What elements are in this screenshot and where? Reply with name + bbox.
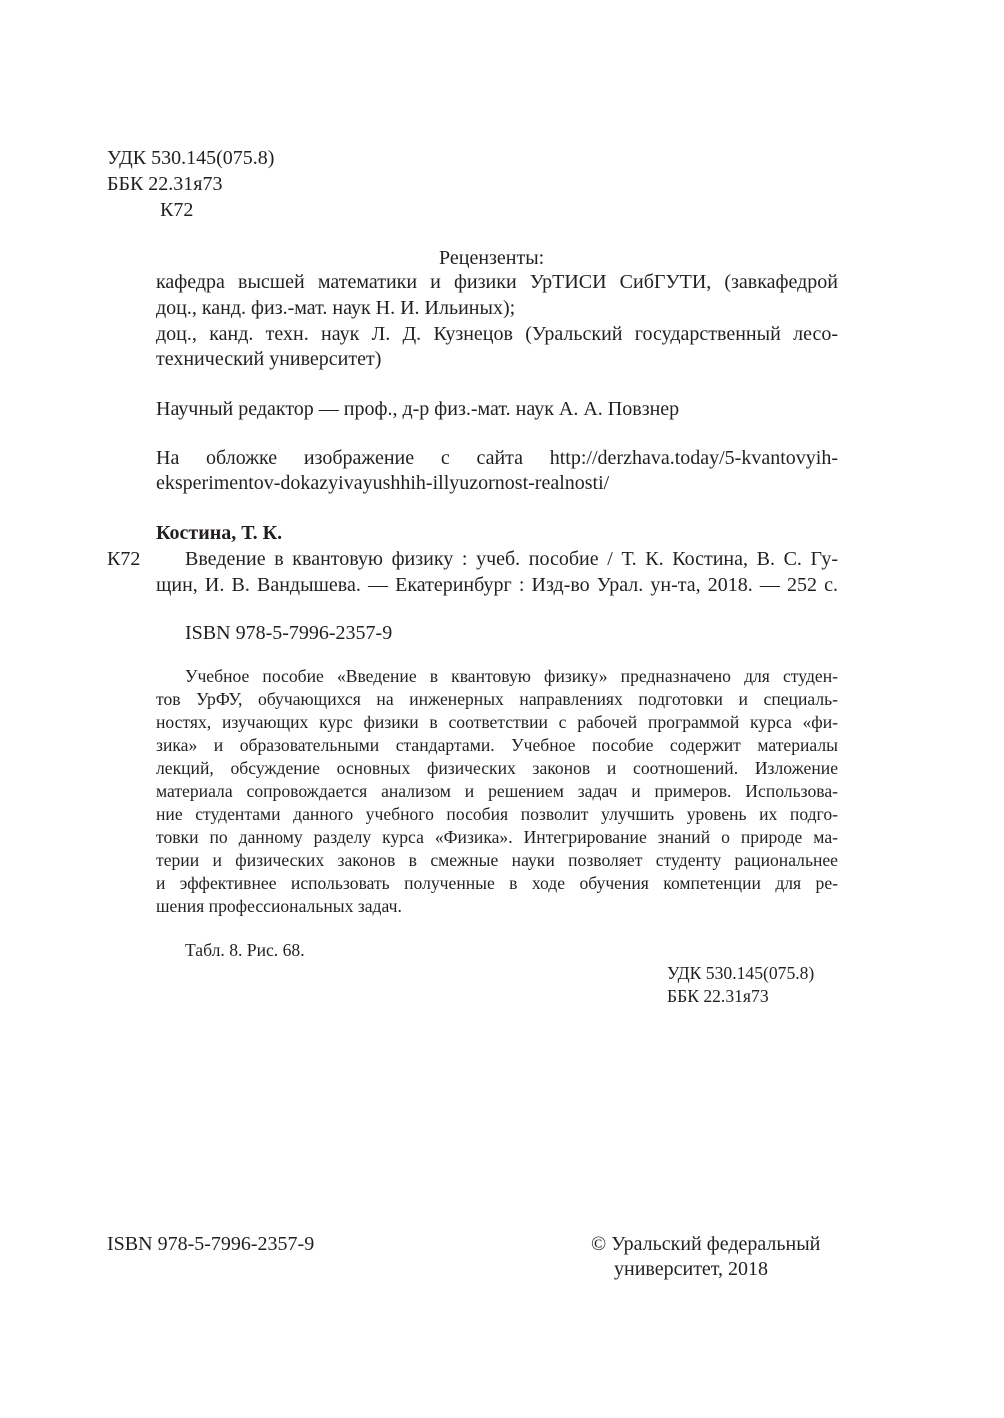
cover-note-line: eksperimentov-dokazyivayushhih-illyuzornost-realnosti/ <box>156 472 610 494</box>
author-sign-code: К72 <box>160 199 194 221</box>
reviewers-heading: Рецензенты: <box>439 247 545 269</box>
bib-author: Костина, Т. К. <box>156 522 283 544</box>
cover-note-line: На обложке изображение с сайта http://derzhava.today/5-kvantovyih- <box>156 447 838 469</box>
bbk-code: ББК 22.31я73 <box>107 173 223 195</box>
reviewer-line: технический университет) <box>156 348 382 370</box>
annotation-line: лекций, обсуждение основных физических законов и соотношений. Изложение <box>156 758 838 778</box>
reviewer-line: кафедра высшей математики и физики УрТИСИ СибГУТИ, (завкафедрой <box>156 271 838 293</box>
annotation-line: терии и физических законов в смежные науки позволяет студенту рациональнее <box>156 850 838 870</box>
bottom-isbn: ISBN 978-5-7996-2357-9 <box>107 1233 315 1255</box>
footer-udk-code: УДК 530.145(075.8) <box>667 963 815 983</box>
annotation-line: товки по данному разделу курса «Физика». Интегрирование знаний о природе ма- <box>156 827 838 847</box>
copyright-line: университет, 2018 <box>614 1258 769 1280</box>
reviewer-line: доц., канд. техн. наук Л. Д. Кузнецов (Уральский государственный лесо- <box>156 323 838 345</box>
udk-code: УДК 530.145(075.8) <box>107 147 275 169</box>
scientific-editor: Научный редактор — проф., д-р физ.-мат. наук А. А. Повзнер <box>156 398 680 420</box>
annotation-line: зика» и образовательными стандартами. Учебное пособие содержит материалы <box>156 735 838 755</box>
bib-isbn: ISBN 978-5-7996-2357-9 <box>185 622 393 644</box>
bib-sign: К72 <box>107 548 141 570</box>
tables-figures-count: Табл. 8. Рис. 68. <box>185 940 305 960</box>
annotation-line: шения профессиональных задач. <box>156 896 402 916</box>
bib-title-line: щин, И. В. Вандышева. — Екатеринбург : Изд-во Урал. ун-та, 2018. — 252 с. <box>156 574 838 596</box>
annotation-line: тов УрФУ, обучающихся на инженерных направлениях подготовки и специаль- <box>156 689 838 709</box>
annotation-line: ние студентами данного учебного пособия позволит улучшить уровень их подго- <box>156 804 838 824</box>
annotation-line: и эффективнее использовать полученные в ходе обучения компетенции для ре- <box>156 873 838 893</box>
annotation-line: ностях, изучающих курс физики в соответствии с рабочей программой курса «фи- <box>156 712 838 732</box>
annotation-line: материала сопровождается анализом и решением задач и примеров. Использова- <box>156 781 838 801</box>
reviewer-line: доц., канд. физ.-мат. наук Н. И. Ильиных); <box>156 297 516 319</box>
bib-title-line: Введение в квантовую физику : учеб. пособие / Т. К. Костина, В. С. Гу- <box>185 548 838 570</box>
copyright-line: © Уральский федеральный <box>591 1233 821 1255</box>
footer-bbk-code: ББК 22.31я73 <box>667 986 769 1006</box>
annotation-line: Учебное пособие «Введение в квантовую физику» предназначено для студен- <box>185 666 838 686</box>
